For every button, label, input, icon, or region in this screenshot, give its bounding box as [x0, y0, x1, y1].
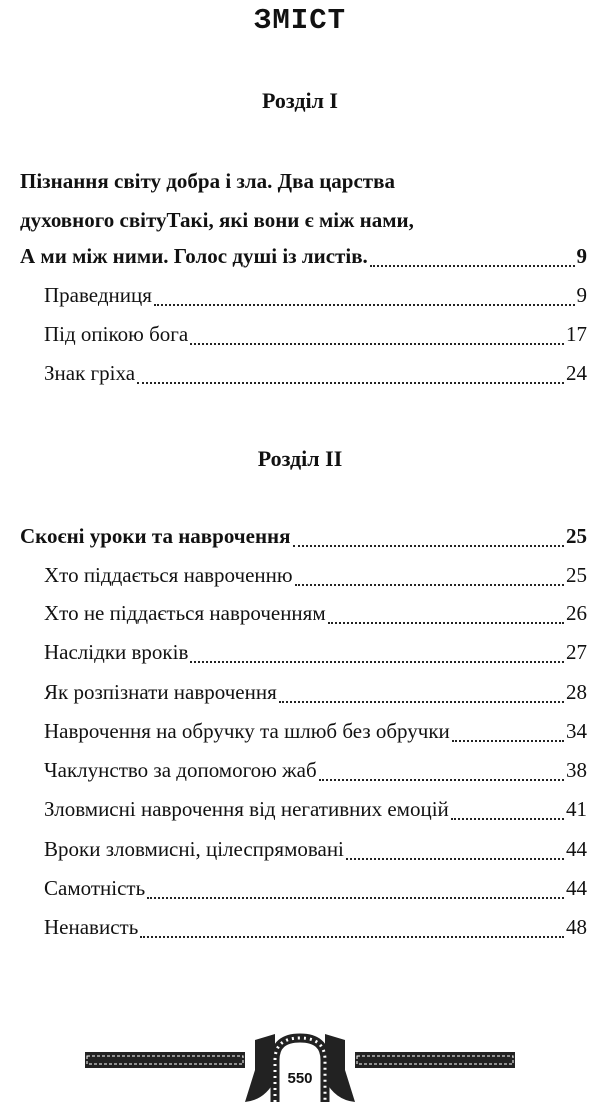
toc-row[interactable]	[44, 837, 587, 867]
dot-leader	[137, 381, 564, 384]
toc-entry-page: 44	[566, 876, 587, 900]
toc-row[interactable]	[20, 244, 587, 274]
toc-entry-title: Хто піддається навроченню	[44, 563, 293, 587]
toc-row[interactable]	[44, 719, 587, 749]
toc-row[interactable]	[44, 563, 587, 593]
toc-row[interactable]	[44, 640, 587, 670]
toc-entry-page: 25	[566, 563, 587, 587]
dot-leader	[293, 544, 565, 547]
toc-entry-title: А ми між ними. Голос душі із листів.	[20, 244, 368, 268]
toc-row[interactable]	[44, 915, 587, 945]
toc-entry-page: 24	[566, 361, 587, 385]
toc-entry-title: Наврочення на обручку та шлюб без обручки	[44, 719, 450, 743]
toc-row[interactable]	[44, 283, 587, 313]
page-number: 550	[287, 1070, 313, 1087]
toc-row[interactable]	[20, 524, 587, 554]
toc-entry-page: 38	[566, 758, 587, 782]
dot-leader	[190, 660, 564, 663]
toc-row[interactable]	[44, 361, 587, 391]
toc-row[interactable]	[44, 601, 587, 631]
dot-leader	[295, 583, 564, 586]
toc-entry-title: Наслідки вроків	[44, 640, 189, 664]
section-2-title: Розділ II	[257, 446, 343, 471]
toc-entry-title: Хто не піддається навроченням	[44, 601, 326, 625]
toc-entry-title: Як розпізнати наврочення	[44, 680, 277, 704]
toc-entry-title: Чаклунство за допомогою жаб	[44, 758, 317, 782]
toc-entry-page: 28	[566, 680, 587, 704]
dot-leader	[140, 935, 564, 938]
toc-entry-page: 9	[576, 244, 587, 268]
toc-entry-title: Самотність	[44, 876, 146, 900]
dot-leader	[190, 342, 564, 345]
toc-entry-page: 27	[566, 640, 587, 664]
toc-entry-page: 48	[566, 915, 587, 939]
toc-entry-title: Скоєні уроки та наврочення	[20, 524, 291, 548]
toc-row[interactable]	[44, 322, 587, 352]
section-1-main-line-1: Пізнання світу добра і зла. Два царства	[20, 169, 395, 193]
page-title: ЗМІСТ	[253, 4, 346, 37]
toc-entry-title: Вроки зловмисні, цілеспрямовані	[44, 837, 344, 861]
toc-entry-title: Під опікою бога	[44, 322, 189, 346]
dot-leader	[328, 621, 564, 624]
toc-entry-title: Знак гріха	[44, 361, 136, 385]
dot-leader	[319, 778, 564, 781]
dot-leader	[452, 739, 564, 742]
section-1-title: Розділ I	[262, 88, 338, 113]
toc-entry-title: Ненависть	[44, 915, 139, 939]
dot-leader	[451, 817, 564, 820]
toc-entry-page: 44	[566, 837, 587, 861]
toc-entry-page: 41	[566, 797, 587, 821]
dot-leader	[154, 303, 575, 306]
toc-row[interactable]	[44, 758, 587, 788]
dot-leader	[346, 857, 564, 860]
toc-entry-title: Праведниця	[44, 283, 152, 307]
toc-row[interactable]	[44, 680, 587, 710]
toc-entry-page: 26	[566, 601, 587, 625]
dot-leader	[370, 264, 575, 267]
dot-leader	[147, 896, 564, 899]
toc-entry-page: 17	[566, 322, 587, 346]
toc-entry-title: Зловмисні наврочення від негативних емоцій	[44, 797, 449, 821]
dot-leader	[279, 700, 564, 703]
toc-entry-page: 9	[576, 283, 587, 307]
toc-entry-page: 34	[566, 719, 587, 743]
toc-entry-page: 25	[566, 524, 587, 548]
toc-row[interactable]	[44, 876, 587, 906]
toc-row[interactable]	[44, 797, 587, 827]
section-1-main-line-2: духовного світуТакі, які вони є між нами,	[20, 208, 414, 232]
